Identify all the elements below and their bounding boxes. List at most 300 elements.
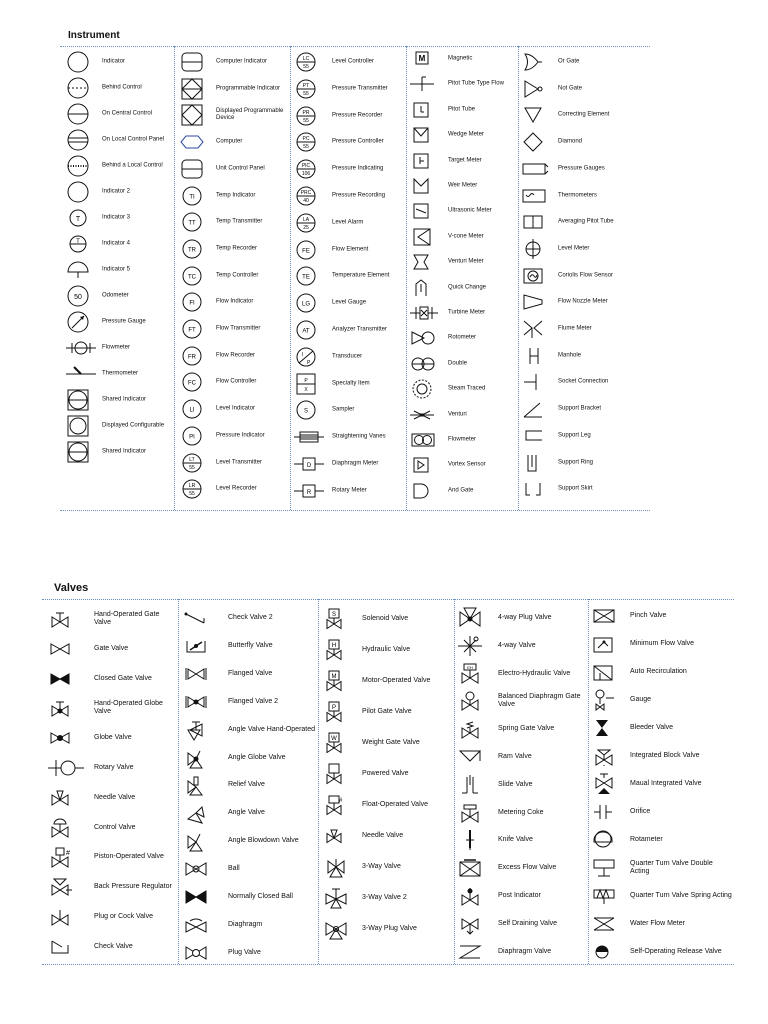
valves-symbol-0-9 bbox=[48, 875, 176, 899]
svg-text:M: M bbox=[331, 674, 337, 680]
double-icon bbox=[410, 354, 440, 374]
svg-text:LR: LR bbox=[188, 483, 196, 490]
circle-t-line-icon bbox=[66, 234, 98, 254]
svg-text:P: P bbox=[304, 377, 308, 384]
symbol-label: Flow Transmitter bbox=[216, 325, 261, 332]
symbol-label: Ultrasonic Meter bbox=[448, 207, 492, 214]
v-ram-icon bbox=[458, 747, 486, 767]
instrument-symbol-0-5 bbox=[66, 181, 170, 203]
v-qturnspring-icon bbox=[592, 886, 622, 906]
valves-symbol-3-5 bbox=[458, 745, 586, 769]
svg-text:TI: TI bbox=[189, 194, 195, 200]
target-icon bbox=[410, 151, 440, 171]
symbol-label: Temp Indicator bbox=[216, 192, 256, 198]
symbol-label: Support Leg bbox=[558, 432, 591, 439]
instrument-divider-3 bbox=[406, 46, 407, 510]
symbol-label: Control Valve bbox=[94, 823, 136, 831]
symbol-label: Balanced Diaphragm Gate Valve bbox=[498, 693, 581, 709]
symbol-label: Support Skirt bbox=[558, 485, 593, 492]
v-3wayplug-icon bbox=[324, 919, 348, 939]
square-circle-bold-icon bbox=[66, 416, 98, 436]
svg-text:EH: EH bbox=[467, 664, 473, 670]
svg-text:40: 40 bbox=[303, 198, 309, 204]
symbol-label: Correcting Element bbox=[558, 111, 610, 118]
valves-symbol-3-9 bbox=[458, 856, 586, 880]
v-pinch-icon bbox=[592, 606, 622, 626]
v-piston-icon bbox=[48, 847, 84, 867]
symbol-label: Check Valve bbox=[94, 942, 133, 950]
symbol-label: Turbine Meter bbox=[448, 309, 486, 316]
instrument-symbol-1-5 bbox=[180, 185, 288, 207]
v-selfdrain-icon bbox=[458, 914, 486, 934]
svg-text:FC: FC bbox=[188, 380, 196, 387]
instrument-symbol-3-2 bbox=[410, 100, 516, 120]
v-box-icon bbox=[324, 764, 348, 784]
symbol-label: Rotary Valve bbox=[94, 764, 134, 771]
svg-text:FR: FR bbox=[188, 354, 196, 361]
v-spring-icon bbox=[458, 719, 486, 739]
valves-divider-3 bbox=[454, 599, 455, 964]
circle-text-icon bbox=[294, 240, 326, 260]
valves-symbol-4-8 bbox=[592, 828, 732, 852]
symbol-label: Unit Control Panel bbox=[216, 165, 265, 172]
instrument-symbol-1-12 bbox=[180, 371, 288, 393]
instrument-symbol-2-13 bbox=[294, 399, 404, 421]
steam-icon bbox=[410, 379, 440, 399]
instrument-symbol-4-4 bbox=[522, 158, 650, 180]
symbol-label: On Local Control Panel bbox=[102, 136, 165, 143]
v-post-icon bbox=[458, 886, 486, 906]
instrument-symbol-1-14 bbox=[180, 425, 288, 447]
valves-symbol-0-5 bbox=[48, 756, 176, 780]
v-flanged2-icon bbox=[184, 692, 212, 712]
svg-text:55: 55 bbox=[189, 491, 195, 498]
symbol-label: Behind a Local Control bbox=[102, 162, 163, 169]
symbol-label: Flow Controller bbox=[216, 378, 257, 385]
symbol-label: Computer Indicator bbox=[216, 58, 268, 65]
symbol-label: Coriolis Flow Sensor bbox=[558, 272, 614, 279]
valves-symbol-0-11 bbox=[48, 935, 176, 959]
symbol-label: Diaghragm bbox=[228, 920, 263, 928]
not-gate-icon bbox=[522, 79, 552, 99]
circle-TI-icon bbox=[180, 186, 208, 206]
symbol-label: Globe Valve bbox=[94, 734, 132, 742]
circle-text-icon bbox=[180, 292, 208, 312]
valves-symbol-4-1 bbox=[592, 632, 732, 656]
instrument-symbol-0-1 bbox=[66, 77, 170, 99]
symbol-label: Ram Valve bbox=[498, 753, 532, 760]
valves-symbol-0-3 bbox=[48, 696, 176, 720]
circle-t-icon bbox=[66, 208, 98, 228]
symbol-label: Needle Valve bbox=[362, 832, 404, 839]
instrument-symbol-3-6 bbox=[410, 201, 516, 221]
instrument-symbol-1-3 bbox=[180, 131, 288, 153]
instrument-symbol-3-16 bbox=[410, 455, 516, 475]
instrument-symbol-4-2 bbox=[522, 104, 650, 126]
symbol-label: Orifice bbox=[630, 808, 651, 815]
symbol-label: Steam Traced bbox=[448, 385, 486, 392]
v-4wayplug-icon bbox=[458, 608, 486, 628]
symbol-label: Not Gate bbox=[558, 85, 583, 92]
leg-icon bbox=[522, 426, 552, 446]
svg-text:PIC: PIC bbox=[301, 163, 311, 170]
instrument-symbol-3-1 bbox=[410, 74, 516, 94]
valves-symbol-0-10 bbox=[48, 905, 176, 929]
quick-icon bbox=[410, 278, 440, 298]
vanes-icon bbox=[294, 427, 326, 447]
valves-symbol-2-2 bbox=[324, 668, 452, 694]
symbol-label: Venturi bbox=[448, 411, 467, 418]
symbol-label: Flow Element bbox=[332, 246, 369, 253]
symbol-label: Slide Valve bbox=[498, 780, 533, 788]
valves-symbol-2-4 bbox=[324, 730, 452, 756]
symbol-label: 3-Way Valve bbox=[362, 863, 401, 870]
circle-text-icon bbox=[180, 266, 208, 286]
circle-text2-icon bbox=[180, 453, 208, 473]
valves-symbol-3-0 bbox=[458, 606, 586, 630]
svg-text:T: T bbox=[76, 239, 80, 245]
symbol-label: Pinch Valve bbox=[630, 612, 667, 619]
valves-bottom-rule bbox=[42, 964, 734, 965]
symbol-label: Computer bbox=[216, 138, 243, 145]
valves-symbol-2-0 bbox=[324, 606, 452, 632]
valves-symbol-4-10 bbox=[592, 884, 732, 908]
valves-symbol-4-2 bbox=[592, 660, 732, 684]
svg-text:LT: LT bbox=[189, 456, 195, 463]
instrument-symbol-4-8 bbox=[522, 265, 650, 287]
valves-symbol-3-11 bbox=[458, 912, 586, 936]
svg-text:PR: PR bbox=[302, 109, 310, 116]
v-ball-closed-icon bbox=[184, 887, 212, 907]
symbol-label: Plug or Cock Valve bbox=[94, 913, 154, 920]
symbol-label: And Gate bbox=[448, 487, 474, 494]
symbol-label: Analyzer Transmitter bbox=[332, 326, 388, 333]
valves-symbol-0-7 bbox=[48, 816, 176, 840]
symbol-label: Or Gate bbox=[558, 58, 580, 65]
instrument-symbol-1-8 bbox=[180, 265, 288, 287]
avg-pitot-icon bbox=[522, 212, 552, 232]
symbol-label: Plug Valve bbox=[228, 948, 261, 956]
symbol-label: Spring Gate Valve bbox=[498, 725, 555, 733]
symbol-label: Post Indicator bbox=[498, 892, 541, 899]
diamond-icon bbox=[522, 132, 552, 152]
instrument-symbol-4-11 bbox=[522, 345, 650, 367]
coriolis-icon bbox=[522, 266, 552, 286]
v-box-icon bbox=[324, 671, 348, 691]
flume-icon bbox=[522, 319, 552, 339]
v-check-icon bbox=[48, 937, 84, 957]
box-line-icon bbox=[294, 481, 326, 501]
symbol-label: Gauge bbox=[630, 696, 652, 703]
ultrasonic-icon bbox=[410, 201, 440, 221]
instrument-symbol-4-6 bbox=[522, 211, 650, 233]
nozzle-icon bbox=[522, 292, 552, 312]
symbol-label: Level Alarm bbox=[332, 219, 364, 226]
symbol-label: Flanged Valve bbox=[228, 669, 273, 677]
instrument-symbol-0-3 bbox=[66, 129, 170, 151]
symbol-label: Level Gauge bbox=[332, 299, 367, 306]
symbol-label: 3-Way Valve 2 bbox=[362, 894, 407, 901]
valves-symbol-2-3 bbox=[324, 699, 452, 725]
symbol-label: Odometer bbox=[102, 292, 129, 299]
symbol-label: Float-Operated Valve bbox=[362, 801, 429, 808]
circle-text2-icon bbox=[294, 106, 326, 126]
symbol-label: Flanged Valve 2 bbox=[228, 697, 279, 705]
and-gate-icon bbox=[410, 481, 440, 501]
v-3way2-icon bbox=[324, 888, 348, 908]
svg-text:PI: PI bbox=[189, 434, 195, 441]
v-float-icon bbox=[324, 795, 348, 815]
valves-symbol-1-11 bbox=[184, 913, 316, 937]
symbol-label: Flow Indicator bbox=[216, 298, 254, 305]
instrument-symbol-2-9 bbox=[294, 292, 404, 314]
instrument-symbol-1-0 bbox=[180, 51, 288, 73]
symbol-label: Maual Integrated Valve bbox=[630, 780, 702, 787]
symbol-label: Venturi Meter bbox=[448, 258, 484, 265]
symbol-label: Socket Connection bbox=[558, 378, 609, 385]
instrument-symbol-2-7 bbox=[294, 239, 404, 261]
instrument-symbol-0-11 bbox=[66, 337, 170, 359]
symbol-label: Pressure Gauge bbox=[102, 318, 146, 325]
symbol-label: Quick Change bbox=[448, 284, 487, 291]
symbol-label: Diaphragm Valve bbox=[498, 947, 552, 955]
valves-divider-4 bbox=[588, 599, 589, 964]
symbol-label: Auto Recirculation bbox=[630, 668, 687, 675]
symbol-label: Pressure Indicating bbox=[332, 165, 384, 172]
symbol-label: Pressure Transmitter bbox=[332, 85, 388, 92]
instrument-symbol-0-15 bbox=[66, 441, 170, 463]
symbol-label: Temp Controller bbox=[216, 272, 259, 279]
valves-symbol-1-9 bbox=[184, 857, 316, 881]
svg-text:P: P bbox=[331, 705, 337, 711]
valves-symbol-2-6 bbox=[324, 792, 452, 818]
pitot-icon bbox=[410, 74, 440, 94]
symbol-label: Temp Recorder bbox=[216, 245, 258, 252]
symbol-label: Hydraulic Valve bbox=[362, 646, 411, 653]
instrument-symbol-1-4 bbox=[180, 158, 288, 180]
circle-double-icon bbox=[66, 130, 98, 150]
circle-text-icon bbox=[180, 319, 208, 339]
symbol-label: Knife Valve bbox=[498, 836, 533, 844]
circle-text2-icon bbox=[294, 52, 326, 72]
symbol-label: Powered Valve bbox=[362, 770, 409, 777]
box-m-icon bbox=[410, 49, 440, 69]
v-globe-icon bbox=[48, 728, 84, 748]
symbol-label: Relief Valve bbox=[228, 781, 265, 789]
rotometer-icon bbox=[410, 328, 440, 348]
instrument-symbol-3-7 bbox=[410, 227, 516, 247]
v-manint-icon bbox=[592, 774, 622, 794]
valves-divider-2 bbox=[318, 599, 319, 964]
symbol-label: Temperature Element bbox=[332, 272, 390, 279]
instrument-symbol-4-13 bbox=[522, 398, 650, 420]
gauge-icon bbox=[66, 312, 98, 332]
v-box-icon bbox=[324, 733, 348, 753]
square-circle-icon bbox=[66, 390, 98, 410]
pgauges-icon bbox=[522, 159, 552, 179]
svg-text:FI: FI bbox=[189, 300, 195, 307]
symbol-label: Level Meter bbox=[558, 245, 590, 252]
instrument-divider-1 bbox=[174, 46, 175, 510]
symbol-label: Motor-Operated Valve bbox=[362, 677, 431, 684]
circle-ip-icon bbox=[294, 347, 326, 367]
instrument-divider-4 bbox=[518, 46, 519, 510]
square-circle-icon bbox=[66, 442, 98, 462]
symbol-label: Normally Closed Ball bbox=[228, 893, 293, 900]
instrument-symbol-4-3 bbox=[522, 131, 650, 153]
instrument-symbol-2-3 bbox=[294, 131, 404, 153]
svg-text:FT: FT bbox=[188, 327, 196, 334]
v-balanced-icon bbox=[458, 691, 486, 711]
symbol-label: Quarter Turn Valve Double Acting bbox=[630, 860, 713, 875]
symbol-label: Support Bracket bbox=[558, 405, 602, 412]
symbol-label: Minimum Flow Valve bbox=[630, 640, 695, 647]
symbol-label: Back Pressure Regulator bbox=[94, 883, 172, 891]
instrument-symbol-4-10 bbox=[522, 318, 650, 340]
symbol-label: Behind Control bbox=[102, 84, 142, 91]
v-selfop-icon bbox=[592, 942, 622, 962]
instrument-divider-2 bbox=[290, 46, 291, 510]
symbol-label: Indicator bbox=[102, 58, 126, 65]
svg-text:55: 55 bbox=[303, 64, 309, 70]
circle-text-icon bbox=[180, 346, 208, 366]
symbol-label: 4-way Plug Valve bbox=[498, 614, 552, 621]
circle-text-icon bbox=[180, 426, 208, 446]
v-check2-icon bbox=[184, 608, 212, 628]
symbol-label: Double bbox=[448, 360, 468, 367]
instrument-symbol-0-7 bbox=[66, 233, 170, 255]
instrument-symbol-1-9 bbox=[180, 291, 288, 313]
valves-symbol-2-9 bbox=[324, 885, 452, 911]
svg-text:#: # bbox=[66, 850, 70, 858]
symbol-label: Sampler bbox=[332, 406, 355, 413]
instrument-symbol-1-16 bbox=[180, 478, 288, 500]
instrument-symbol-0-8 bbox=[66, 259, 170, 281]
v-closed-icon bbox=[48, 669, 84, 689]
svg-text:LI: LI bbox=[189, 407, 195, 414]
v-diaphragm-icon bbox=[184, 915, 212, 935]
symbol-label: Specialty Item bbox=[332, 380, 370, 387]
symbol-label: Programmable Indicator bbox=[216, 85, 281, 92]
v-box-icon bbox=[324, 702, 348, 722]
symbol-label: Water Flow Meter bbox=[630, 920, 685, 927]
instrument-symbol-0-13 bbox=[66, 389, 170, 411]
instrument-symbol-4-9 bbox=[522, 291, 650, 313]
valves-symbol-0-1 bbox=[48, 637, 176, 661]
svg-text:50: 50 bbox=[74, 294, 82, 301]
valves-symbol-0-0 bbox=[48, 607, 176, 631]
circle-text2-icon bbox=[294, 186, 326, 206]
valves-symbol-1-4 bbox=[184, 718, 316, 742]
symbol-label: Angle Valve bbox=[228, 809, 265, 817]
rect-line-icon bbox=[180, 159, 208, 179]
symbol-label: Closed Gate Valve bbox=[94, 674, 152, 682]
valves-symbol-4-12 bbox=[592, 940, 732, 964]
circle-text2-icon bbox=[294, 132, 326, 152]
v-control-icon bbox=[48, 818, 84, 838]
instrument-symbol-3-0 bbox=[410, 49, 516, 69]
square-diamond-icon bbox=[180, 79, 208, 99]
symbol-label: Flume Meter bbox=[558, 325, 592, 332]
valves-symbol-1-0 bbox=[184, 606, 316, 630]
instrument-symbol-1-2 bbox=[180, 104, 288, 126]
symbol-label: Excess Flow Valve bbox=[498, 864, 557, 872]
symbol-label: Piston-Operated Valve bbox=[94, 853, 164, 861]
circle-text2-icon bbox=[294, 213, 326, 233]
valves-symbol-2-7 bbox=[324, 823, 452, 849]
symbol-label: Temp Transmitter bbox=[216, 218, 263, 225]
symbol-label: Transducer bbox=[332, 353, 363, 360]
instrument-symbol-0-6 bbox=[66, 207, 170, 229]
valves-symbol-4-4 bbox=[592, 716, 732, 740]
svg-text:X: X bbox=[304, 386, 308, 393]
svg-text:R: R bbox=[306, 489, 312, 496]
v-qturn-icon bbox=[592, 858, 622, 878]
symbol-label: Pressure Gauges bbox=[558, 165, 605, 172]
symbol-label: Angle Globe Valve bbox=[228, 753, 286, 761]
svg-text:W: W bbox=[331, 736, 337, 742]
symbol-label: Electro-Hydraulic Valve bbox=[498, 669, 571, 677]
circle-text-icon bbox=[180, 212, 208, 232]
svg-text:PRC: PRC bbox=[300, 190, 312, 196]
symbol-label: Flow Nozzle Meter bbox=[558, 298, 608, 305]
instrument-symbol-3-15 bbox=[410, 430, 516, 450]
symbol-label: Thermometers bbox=[558, 192, 598, 198]
instrument-symbol-3-9 bbox=[410, 278, 516, 298]
v-plugvalve-icon bbox=[184, 943, 212, 963]
svg-text:55: 55 bbox=[189, 464, 195, 471]
svg-text:TR: TR bbox=[188, 247, 196, 254]
instrument-symbol-4-15 bbox=[522, 452, 650, 474]
instrument-symbol-2-8 bbox=[294, 265, 404, 287]
symbol-label: Rotameter bbox=[630, 836, 663, 843]
symbol-label: Weight Gate Valve bbox=[362, 739, 420, 746]
instrument-symbol-3-5 bbox=[410, 176, 516, 196]
instrument-symbol-2-0 bbox=[294, 51, 404, 73]
valves-symbol-1-1 bbox=[184, 634, 316, 658]
instrument-symbol-1-6 bbox=[180, 211, 288, 233]
svg-text:25: 25 bbox=[303, 224, 309, 231]
v-butterfly-icon bbox=[184, 636, 212, 656]
v-angle-globe-icon bbox=[184, 748, 212, 768]
svg-text:55: 55 bbox=[303, 117, 309, 124]
symbol-label: Pressure Recorder bbox=[332, 112, 383, 119]
symbol-label: Thermometer bbox=[102, 370, 139, 377]
valves-symbol-1-3 bbox=[184, 690, 316, 714]
v-excess-icon bbox=[458, 858, 486, 878]
circle-text-icon bbox=[294, 400, 326, 420]
valves-symbol-4-6 bbox=[592, 772, 732, 796]
symbol-label: Check Valve 2 bbox=[228, 614, 273, 621]
instrument-symbol-0-10 bbox=[66, 311, 170, 333]
skirt-icon bbox=[522, 479, 552, 499]
valves-symbol-4-11 bbox=[592, 912, 732, 936]
valves-symbol-0-8 bbox=[48, 845, 176, 869]
instrument-symbol-0-0 bbox=[66, 51, 170, 73]
symbol-label: On Central Control bbox=[102, 110, 153, 117]
svg-text:S: S bbox=[331, 612, 337, 618]
v-angle-icon bbox=[184, 803, 212, 823]
bracket-icon bbox=[522, 399, 552, 419]
v-backpress-icon bbox=[48, 877, 84, 897]
v-relief-icon bbox=[184, 775, 212, 795]
valves-symbol-2-1 bbox=[324, 637, 452, 663]
flowmeter2-icon bbox=[410, 430, 440, 450]
instrument-symbol-4-16 bbox=[522, 478, 650, 500]
svg-text:LG: LG bbox=[301, 301, 311, 308]
svg-text:S: S bbox=[303, 408, 309, 415]
symbol-label: Indicator 2 bbox=[102, 188, 131, 195]
